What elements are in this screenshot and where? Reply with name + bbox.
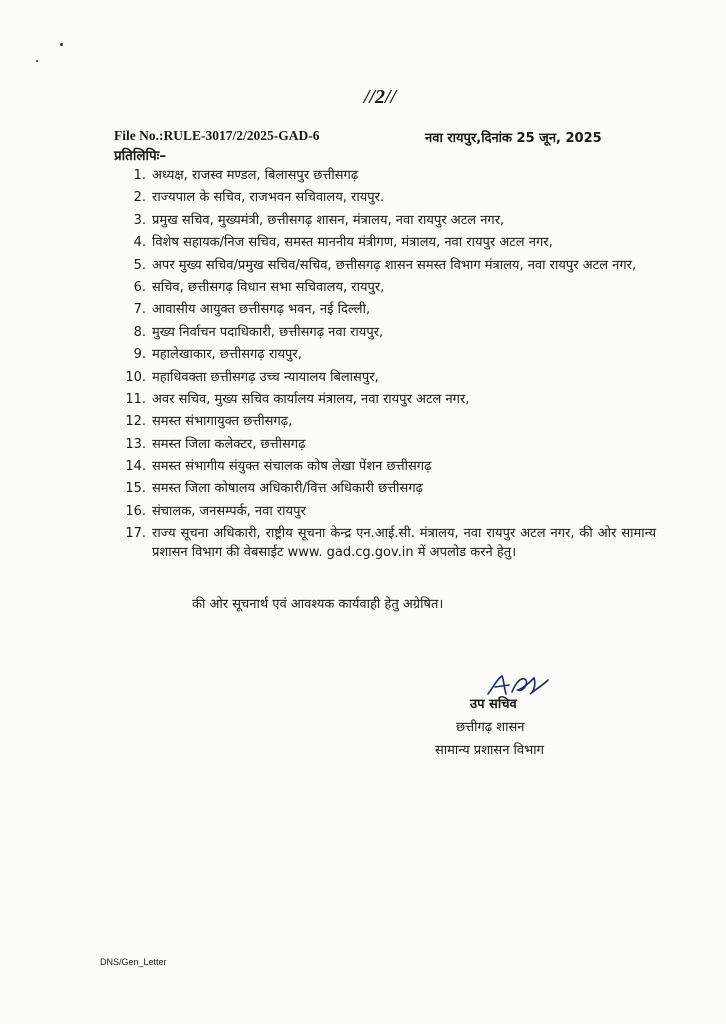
copy-to-item-text: राज्यपाल के सचिव, राजभवन सचिवालय, रायपुर. xyxy=(152,190,385,206)
copy-to-item-text: प्रमुख सचिव, मुख्यमंत्री, छत्तीसगढ़ शासन, मंत्रालय, नवा रायपुर अटल नगर, xyxy=(152,212,505,228)
file-reference-line xyxy=(114,128,634,148)
copy-to-item-text: समस्त जिला कोषालय अधिकारी/वित्त अधिकारी छत्तीसगढ़ xyxy=(152,481,423,497)
copy-to-item-text: अवर सचिव, मुख्य सचिव कार्यालय मंत्रालय, नवा रायपुर अटल नगर, xyxy=(152,391,470,407)
copy-to-item xyxy=(104,256,656,275)
copy-to-item-text: राज्य सूचना अधिकारी, राष्ट्रीय सूचना केन्द्र एन.आई.सी. मंत्रालय, नवा रायपुर अटल नगर, की ओर सामान्य प्रशासन विभाग की वेबसाईट www. gad.cg.gov.in में अपलोड करने हेतु। xyxy=(152,526,656,561)
copy-to-item xyxy=(104,524,656,562)
scan-speck xyxy=(36,60,38,62)
copy-to-item-text: महाधिवक्ता छत्तीसगढ़ उच्च न्यायालय बिलासपुर, xyxy=(152,369,379,385)
copy-to-item-text: समस्त जिला कलेक्टर, छत्तीसगढ़ xyxy=(152,436,306,452)
copy-to-item-number: 1. xyxy=(133,168,146,183)
copy-to-item-number: 5. xyxy=(133,257,146,273)
scan-speck xyxy=(60,43,63,46)
copy-to-item xyxy=(104,412,656,431)
copy-to-item-number: 14. xyxy=(125,459,146,475)
copy-to-item xyxy=(104,323,656,342)
copy-to-item xyxy=(104,502,656,521)
copy-to-item-text: आवासीय आयुक्त छत्तीसगढ़ भवन, नई दिल्ली, xyxy=(152,302,371,318)
copy-to-item-text: समस्त संभागायुक्त छत्तीसगढ़, xyxy=(152,414,293,430)
copy-to-item-number: 17. xyxy=(125,526,146,542)
copy-to-item-text: सचिव, छत्तीसगढ़ विधान सभा सचिवालय, रायपुर, xyxy=(152,279,385,295)
copy-to-item xyxy=(104,345,656,364)
forward-note: की ओर सूचनार्थ एवं आवश्यक कार्यवाही हेतु अग्रेषित। xyxy=(192,597,444,612)
copy-to-item xyxy=(104,457,656,476)
copy-to-item-number: 16. xyxy=(125,503,146,519)
copy-to-item-number: 15. xyxy=(125,481,146,497)
copy-to-item xyxy=(104,435,656,454)
copy-to-label: प्रतिलिपिः– xyxy=(114,148,167,164)
copy-to-item-number: 6. xyxy=(133,279,146,295)
copy-to-item-number: 12. xyxy=(125,414,146,430)
copy-to-item-number: 4. xyxy=(133,235,146,251)
copy-to-item-number: 8. xyxy=(133,324,146,340)
place-date: नवा रायपुर,दिनांक 25 जून, 2025 xyxy=(425,131,602,146)
signatory-department: सामान्य प्रशासन विभाग xyxy=(435,743,544,758)
signatory-title: उप सचिव xyxy=(470,697,517,712)
copy-to-list xyxy=(104,166,656,566)
copy-to-item xyxy=(104,278,656,297)
copy-to-item-number: 7. xyxy=(133,302,146,318)
copy-to-item-text: अध्यक्ष, राजस्व मण्डल, बिलासपुर छत्तीसगढ़ xyxy=(152,168,359,183)
signature-block xyxy=(410,668,610,758)
copy-to-item-number: 13. xyxy=(125,436,146,452)
copy-to-item xyxy=(104,211,656,230)
footer-code: DNS/Gen_Letter xyxy=(100,957,167,967)
copy-to-item xyxy=(104,479,656,498)
copy-to-item-number: 2. xyxy=(133,190,146,206)
copy-to-item xyxy=(104,233,656,252)
copy-to-item xyxy=(104,300,656,319)
copy-to-item-number: 10. xyxy=(125,369,146,385)
copy-to-item-text: समस्त संभागीय संयुक्त संचालक कोष लेखा पेंशन छत्तीसगढ़ xyxy=(152,459,432,475)
copy-to-item-text: महालेखाकार, छत्तीसगढ़ रायपुर, xyxy=(152,347,302,363)
copy-to-item-number: 3. xyxy=(133,212,146,228)
copy-to-item xyxy=(104,188,656,207)
page-number: //2// xyxy=(363,86,397,108)
copy-to-item-number: 11. xyxy=(125,391,146,407)
copy-to-item-number: 9. xyxy=(133,347,146,363)
copy-to-item xyxy=(104,368,656,387)
copy-to-item xyxy=(104,166,656,185)
copy-to-item-text: मुख्य निर्वाचन पदाधिकारी, छत्तीसगढ़ नवा रायपुर, xyxy=(152,324,384,340)
file-number: File No.:RULE-3017/2/2025-GAD-6 xyxy=(114,128,320,143)
signatory-government: छत्तीगढ़ शासन xyxy=(456,720,525,735)
copy-to-item-text: अपर मुख्य सचिव/प्रमुख सचिव/सचिव, छत्तीसगढ़ शासन समस्त विभाग मंत्रालय, नवा रायपुर अटल नगर, xyxy=(152,257,637,273)
copy-to-item-text: विशेष सहायक/निज सचिव, समस्त माननीय मंत्रीगण, मंत्रालय, नवा रायपुर अटल नगर, xyxy=(152,235,553,251)
copy-to-item xyxy=(104,390,656,409)
copy-to-item-text: संचालक, जनसम्पर्क, नवा रायपुर xyxy=(152,503,306,519)
